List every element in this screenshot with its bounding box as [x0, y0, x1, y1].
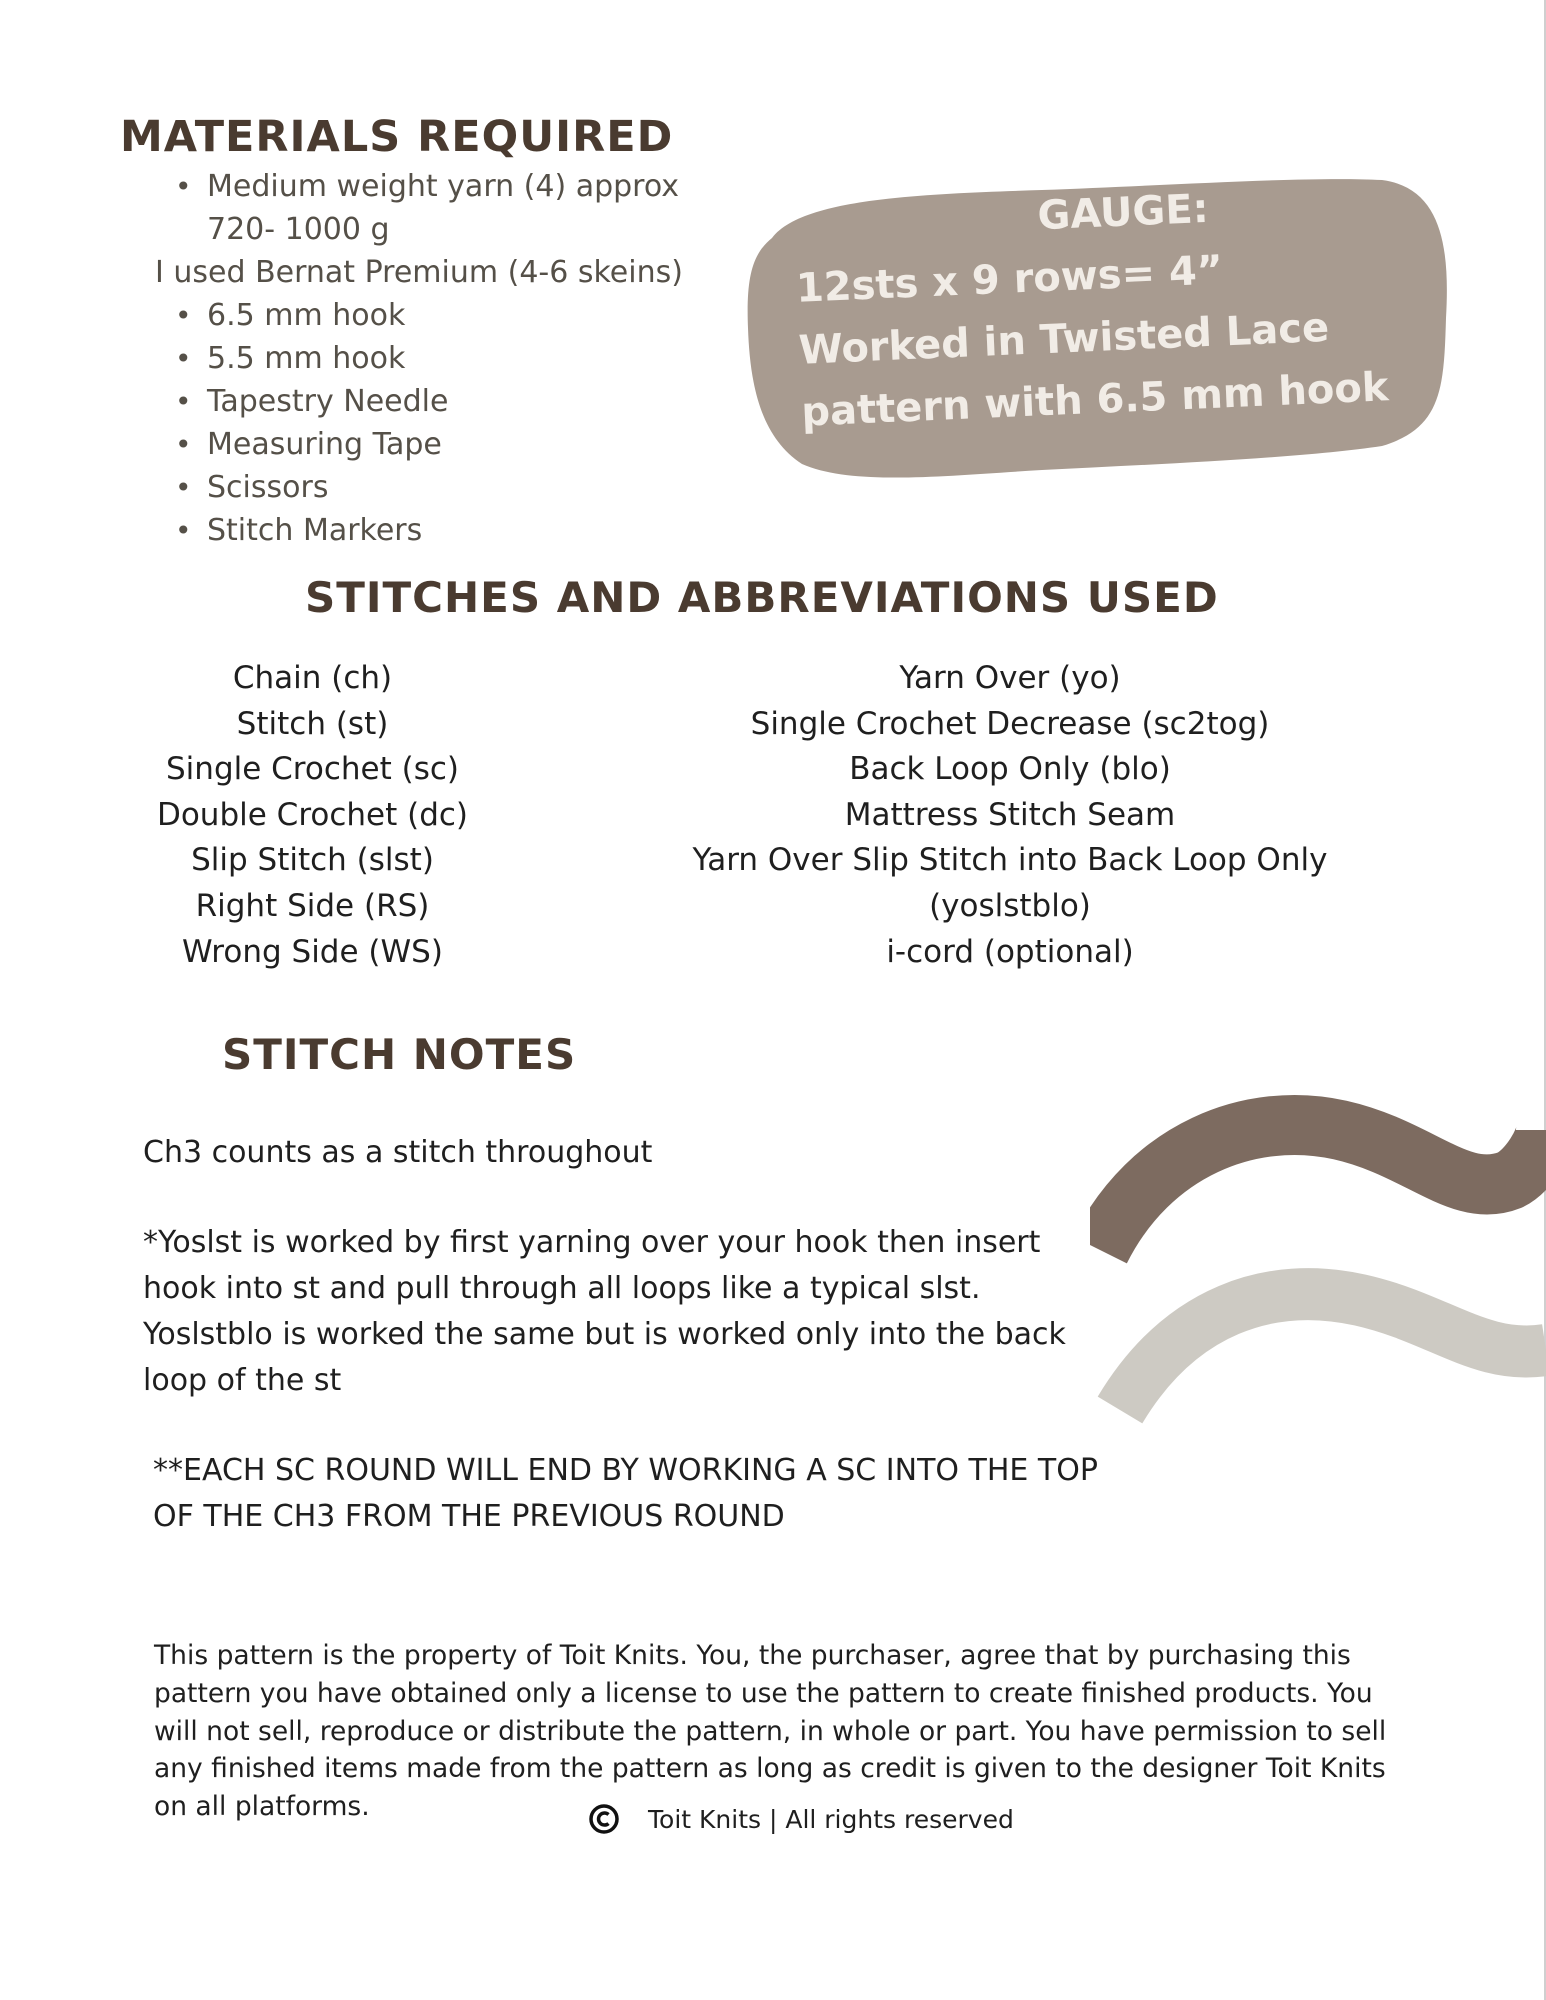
- gauge-line-3: pattern with 6.5 mm hook: [800, 364, 1390, 436]
- material-item: • Medium weight yarn (4) approx: [155, 165, 683, 208]
- copyright-icon: [588, 1803, 620, 1835]
- abbreviations-left: [100, 656, 525, 975]
- abbreviation-item: Single Crochet Decrease (sc2tog): [750, 705, 1270, 742]
- stitches-heading: STITCHES AND ABBREVIATIONS USED: [305, 573, 1219, 622]
- gauge-text: [792, 169, 1422, 444]
- decorative-waves: [1090, 1070, 1546, 1470]
- abbreviation-item: Double Crochet (dc): [156, 796, 469, 833]
- note-ch3: Ch3 counts as a stitch throughout: [143, 1135, 653, 1170]
- abbreviation-item: Single Crochet (sc): [166, 751, 459, 788]
- material-item: • 5.5 mm hook: [155, 337, 683, 380]
- notes-heading: STITCH NOTES: [222, 1030, 577, 1079]
- abbreviation-item: Yarn Over Slip Stitch into Back Loop Only: [692, 842, 1328, 879]
- abbreviation-item: Slip Stitch (slst): [191, 842, 434, 879]
- gauge-line-1: 12sts x 9 rows= 4”: [795, 247, 1224, 312]
- copyright: [588, 1803, 1014, 1835]
- material-item: • 6.5 mm hook: [155, 294, 683, 337]
- materials-list: [155, 165, 683, 552]
- gauge-title: GAUGE:: [1036, 185, 1210, 240]
- materials-heading: MATERIALS REQUIRED: [120, 112, 674, 162]
- abbreviation-item: Mattress Stitch Seam: [844, 796, 1176, 833]
- abbreviation-item: Yarn Over (yo): [899, 660, 1121, 696]
- license-text: This pattern is the property of Toit Knits. You, the purchaser, agree that by purchasing this pattern you have obtained only a license to use the pattern to create finished products. You will not sell, reproduce or distribute the pattern, in whole or part. You have permission to sell any finished items made from the pattern as long as credit is given to the designer Toit Knits on all platforms.: [154, 1640, 1387, 1823]
- material-item: • Measuring Tape: [155, 423, 683, 466]
- note-sc-round: **EACH SC ROUND WILL END BY WORKING A SC INTO THE TOP OF THE CH3 FROM THE PREVIOUS ROUND: [153, 1453, 1098, 1534]
- stitch-notes: [143, 1130, 1103, 1540]
- material-item: • Stitch Markers: [155, 509, 683, 552]
- abbreviations-right: [660, 656, 1360, 975]
- note-yoslst: *Yoslst is worked by first yarning over your hook then insert hook into st and pull through all loops like a typical slst. Yoslstblo is worked the same but is worked only into the back loop of the st: [143, 1225, 1066, 1398]
- abbreviation-item: i-cord (optional): [886, 933, 1134, 970]
- abbreviation-item: Wrong Side (WS): [182, 933, 443, 970]
- copyright-text: Toit Knits | All rights reserved: [648, 1804, 1014, 1834]
- abbreviation-item: Stitch (st): [236, 705, 389, 742]
- abbreviation-item: (yoslstblo): [929, 887, 1091, 924]
- material-item: • Tapestry Needle: [155, 380, 683, 423]
- material-item: • Scissors: [155, 466, 683, 509]
- gauge-line-2: Worked in Twisted Lace: [797, 304, 1330, 374]
- abbreviation-item: Back Loop Only (blo): [849, 751, 1171, 788]
- abbreviation-item: Chain (ch): [232, 660, 393, 696]
- material-item: 720- 1000 g: [207, 212, 390, 247]
- abbreviation-item: Right Side (RS): [195, 887, 430, 924]
- material-item: I used Bernat Premium (4-6 skeins): [155, 255, 683, 290]
